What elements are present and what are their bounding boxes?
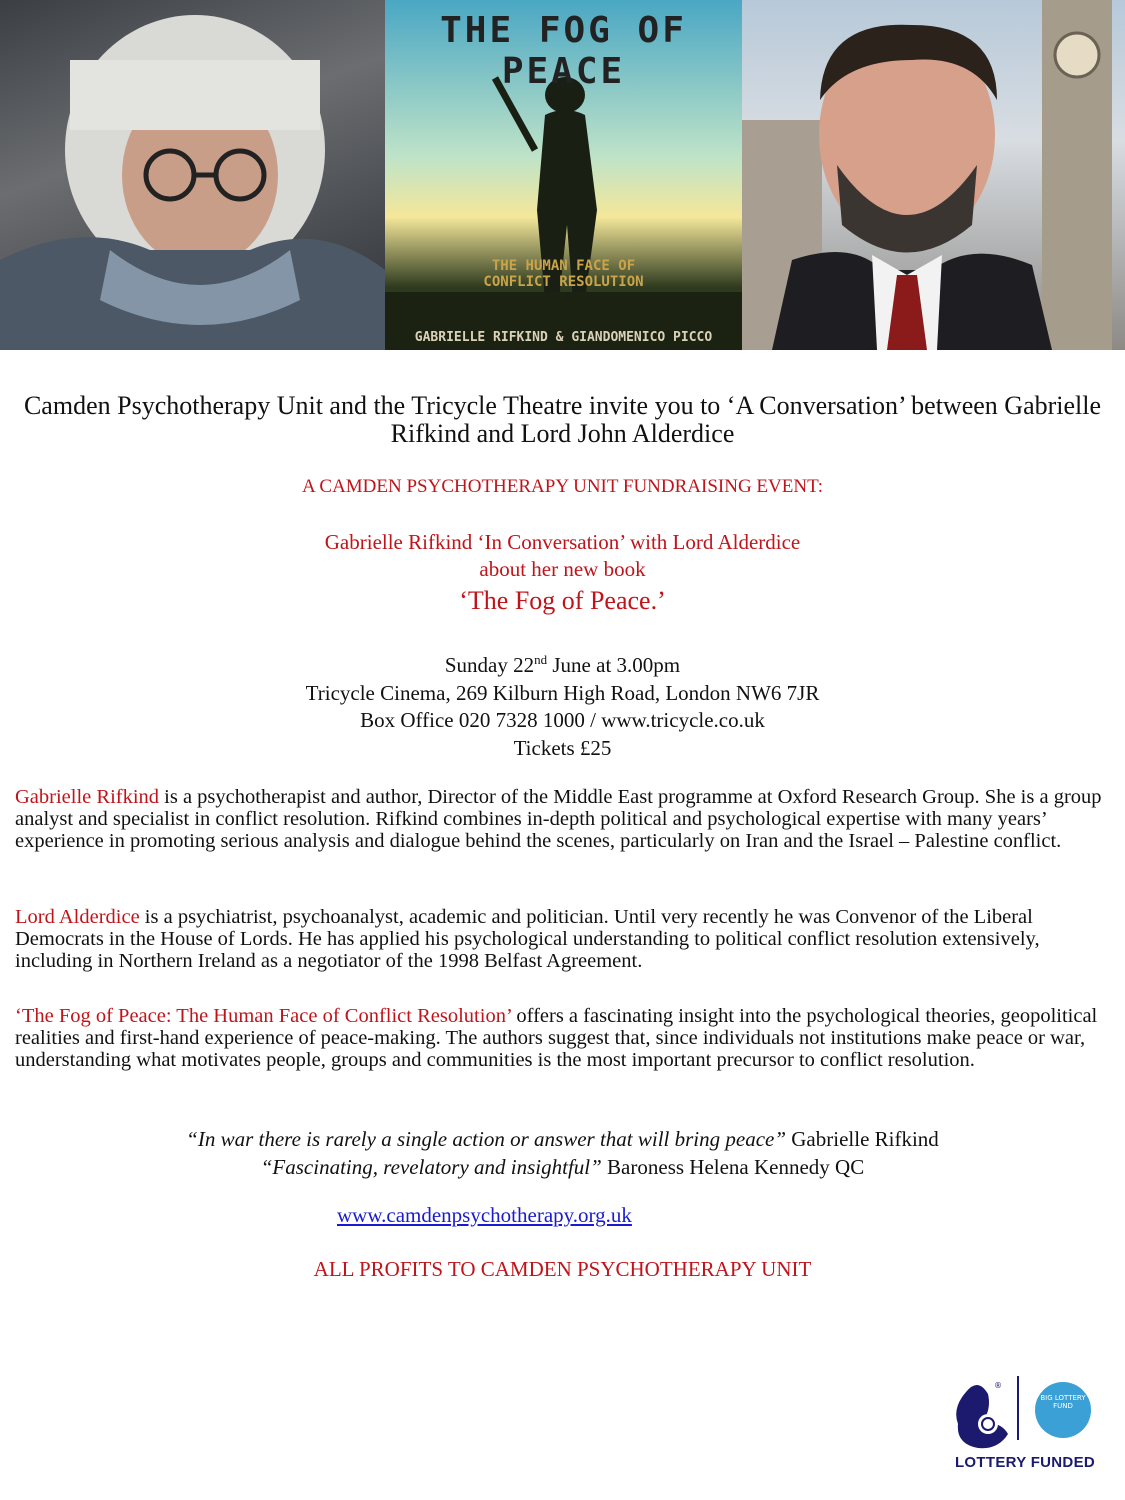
bio-rifkind-text: is a psychotherapist and author, Director of the Middle East programme at Oxford Research Group. She is a group analyst and specialist in conflict resolution. Rifkind combines in-depth political and psychological expertise with many years’ experience in promoting serious analysis and dialogue behind the scenes, particularly on Iran and the Israel – Palestine conflict. [15, 786, 1102, 852]
book-blurb-title: ‘The Fog of Peace: The Human Face of Conflict Resolution’ [15, 1005, 512, 1027]
lottery-crossed-fingers-icon [948, 1372, 1108, 1452]
cover-subtitle: THE HUMAN FACE OF CONFLICT RESOLUTION [483, 258, 644, 290]
book-title: ‘The Fog of Peace.’ [459, 586, 666, 615]
big-lottery-fund-mark: BIG LOTTERY FUND [1040, 1394, 1086, 1410]
cover-title: THE FOG OF PEACE [440, 10, 687, 92]
lottery-funded-caption: LOTTERY FUNDED [954, 1454, 1096, 1471]
quote-item: “Fascinating, revelatory and insightful” Baroness Helena Kennedy QC [260, 1155, 865, 1179]
event-date: Sunday 22nd June at 3.00pm [444, 652, 681, 677]
event-details [15, 646, 1110, 762]
hero-image-strip [0, 0, 1125, 350]
portrait-illustration [0, 0, 385, 350]
portrait-gabrielle-rifkind [0, 0, 385, 350]
book-blurb-text: offers a fascinating insight into the psychological theories, geopolitical realities and first-hand experience of peace-making. The authors suggest that, since individuals not institutions make peace or war, understanding what motivates people, groups and communities is the most important precursor to conflict resolution. [15, 1005, 1098, 1071]
cover-authors: GABRIELLE RIFKIND & GIANDOMENICO PICCO [414, 330, 713, 345]
box-office: Box Office 020 7328 1000 / www.tricycle.co.uk [360, 708, 765, 732]
ticket-price: Tickets £25 [513, 735, 612, 760]
svg-text:®: ® [994, 1381, 1002, 1390]
profits-notice: ALL PROFITS TO CAMDEN PSYCHOTHERAPY UNIT [313, 1257, 812, 1281]
quote-item: “In war there is rarely a single action or answer that will bring peace” Gabrielle Rifkind [186, 1127, 939, 1151]
portrait-illustration [742, 0, 1125, 350]
bio-rifkind-name: Gabrielle Rifkind [15, 786, 160, 808]
fundraising-event-tag: A CAMDEN PSYCHOTHERAPY UNIT FUNDRAISING EVENT: [301, 476, 824, 497]
bio-alderdice-name: Lord Alderdice [15, 906, 140, 928]
bio-rifkind [15, 786, 1110, 852]
quotes [15, 1125, 1110, 1181]
bio-alderdice-text: is a psychiatrist, psychoanalyst, academic and politician. Until very recently he was Convenor of the Liberal Democrats in the House of Lords. He has applied his psychological understanding to political conflict resolution extensively, including in Northern Ireland as a negotiator of the 1998 Belfast Agreement. [15, 906, 1040, 972]
portrait-lord-alderdice [742, 0, 1125, 350]
event-venue: Tricycle Cinema, 269 Kilburn High Road, London NW6 7JR [305, 680, 820, 705]
bio-alderdice [15, 906, 1110, 972]
book-blurb [15, 1005, 1110, 1071]
invitation-headline: Camden Psychotherapy Unit and the Tricycle Theatre invite you to ‘A Conversation’ between Gabrielle Rifkind and Lord John Alderdice [23, 391, 1102, 448]
book-cover-fog-of-peace [385, 0, 742, 350]
conversation-subline: about her new book [479, 557, 646, 581]
website-link[interactable]: www.camdenpsychotherapy.org.uk [337, 1203, 632, 1227]
conversation-line: Gabrielle Rifkind ‘In Conversation’ with Lord Alderdice [324, 530, 801, 554]
